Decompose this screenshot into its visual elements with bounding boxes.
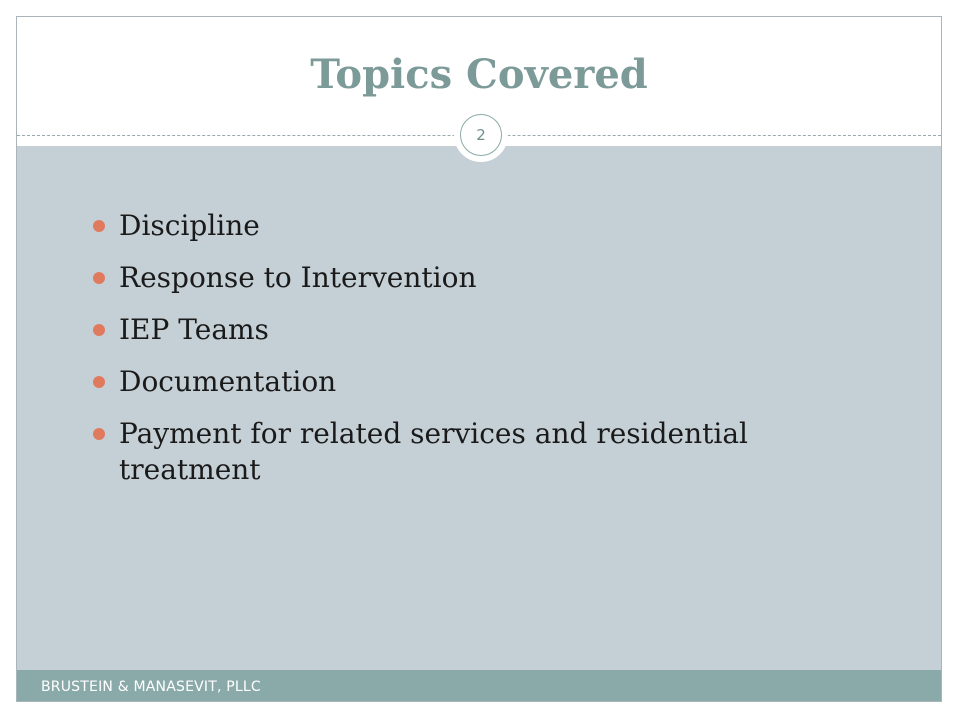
bullet-dot-icon — [93, 376, 105, 388]
bullet-item — [93, 416, 853, 488]
footer-bar — [17, 670, 941, 702]
bullet-item — [93, 364, 853, 400]
bullet-text: Response to Intervention — [119, 261, 477, 294]
bullet-dot-icon — [93, 220, 105, 232]
page-number: 2 — [460, 114, 502, 156]
content-area — [17, 146, 941, 670]
slide-title: Topics Covered — [310, 51, 648, 98]
bullet-list — [93, 208, 853, 504]
bullet-dot-icon — [93, 428, 105, 440]
bullet-item — [93, 312, 853, 348]
bullet-text: Discipline — [119, 209, 260, 242]
bullet-item — [93, 260, 853, 296]
bullet-text: Payment for related services and residential treatment — [119, 417, 748, 486]
page-number-badge — [454, 108, 508, 162]
bullet-item — [93, 208, 853, 244]
bullet-dot-icon — [93, 272, 105, 284]
bullet-text: IEP Teams — [119, 313, 269, 346]
bullet-dot-icon — [93, 324, 105, 336]
bullet-text: Documentation — [119, 365, 337, 398]
footer-text: BRUSTEIN & MANASEVIT, PLLC — [41, 679, 261, 695]
slide — [16, 16, 942, 702]
